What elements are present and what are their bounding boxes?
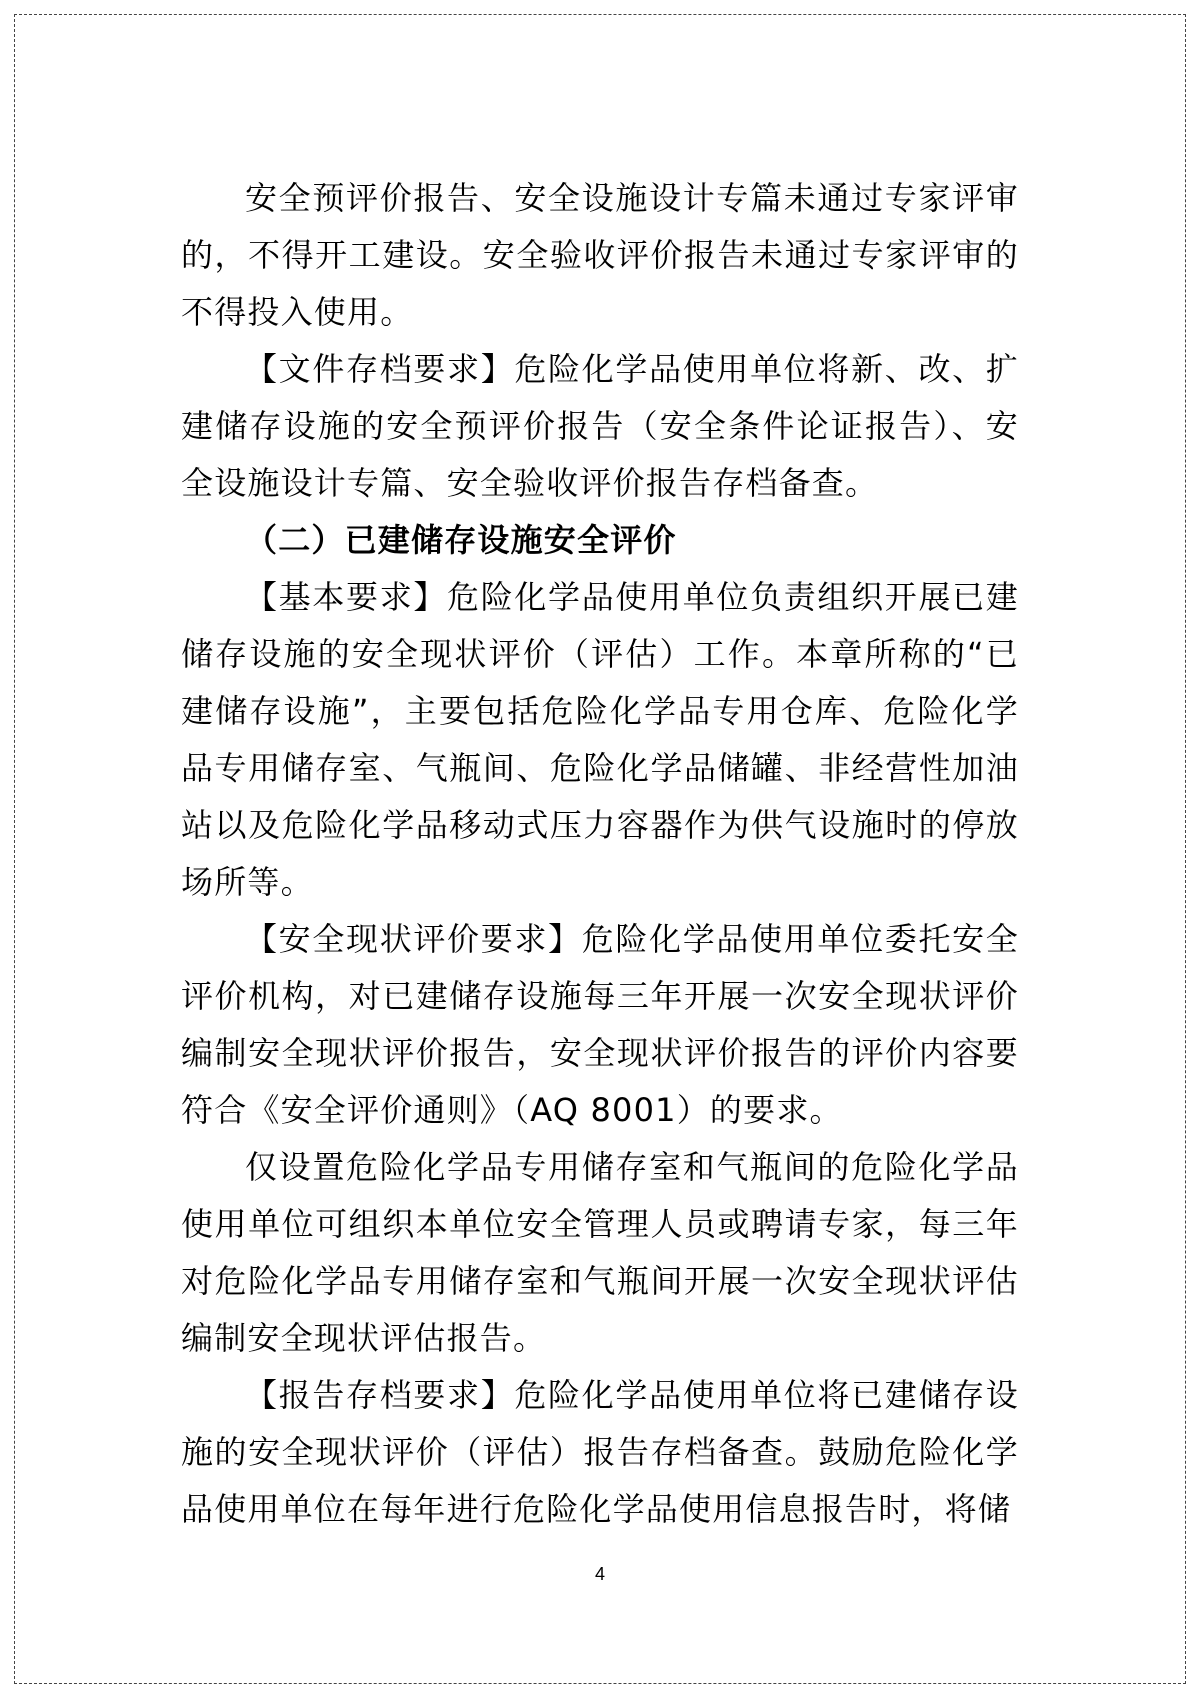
paragraph-storage-room-assessment: 仅设置危险化学品专用储存室和气瓶间的危险化学品使用单位可组织本单位安全管理人员或聘请专家，每三年对危险化学品专用储存室和气瓶间开展一次安全现状评估编制安全现状评估报告。 <box>181 1148 1019 1357</box>
page-number: 4 <box>594 1564 605 1584</box>
paragraph-report-archive-requirement: 【报告存档要求】危险化学品使用单位将已建储存设施的安全现状评价（评估）报告存档备查。鼓励危险化学品使用单位在每年进行危险化学品使用信息报告时，将储 <box>181 1376 1019 1528</box>
paragraph-status-assessment-requirement: 【安全现状评价要求】危险化学品使用单位委托安全评价机构，对已建储存设施每三年开展一次安全现状评价编制安全现状评价报告，安全现状评价报告的评价内容要符合《安全评价通则》（AQ 8001）的要求。 <box>181 920 1019 1129</box>
paragraph-basic-requirement: 【基本要求】危险化学品使用单位负责组织开展已建储存设施的安全现状评价（评估）工作。本章所称的“已建储存设施”，主要包括危险化学品专用仓库、危险化学品专用储存室、气瓶间、危险化学品储罐、非经营性加油站以及危险化学品移动式压力容器作为供气设施时的停放场所等。 <box>181 578 1019 901</box>
paragraph-file-archive-requirement: 【文件存档要求】危险化学品使用单位将新、改、扩建储存设施的安全预评价报告（安全条件论证报告）、安全设施设计专篇、安全验收评价报告存档备查。 <box>181 350 1019 502</box>
document-body <box>181 170 1019 1538</box>
section-heading-existing-storage: （二）已建储存设施安全评价 <box>245 521 677 559</box>
paragraph-preassessment-review: 安全预评价报告、安全设施设计专篇未通过专家评审的，不得开工建设。安全验收评价报告未通过专家评审的不得投入使用。 <box>181 179 1019 331</box>
